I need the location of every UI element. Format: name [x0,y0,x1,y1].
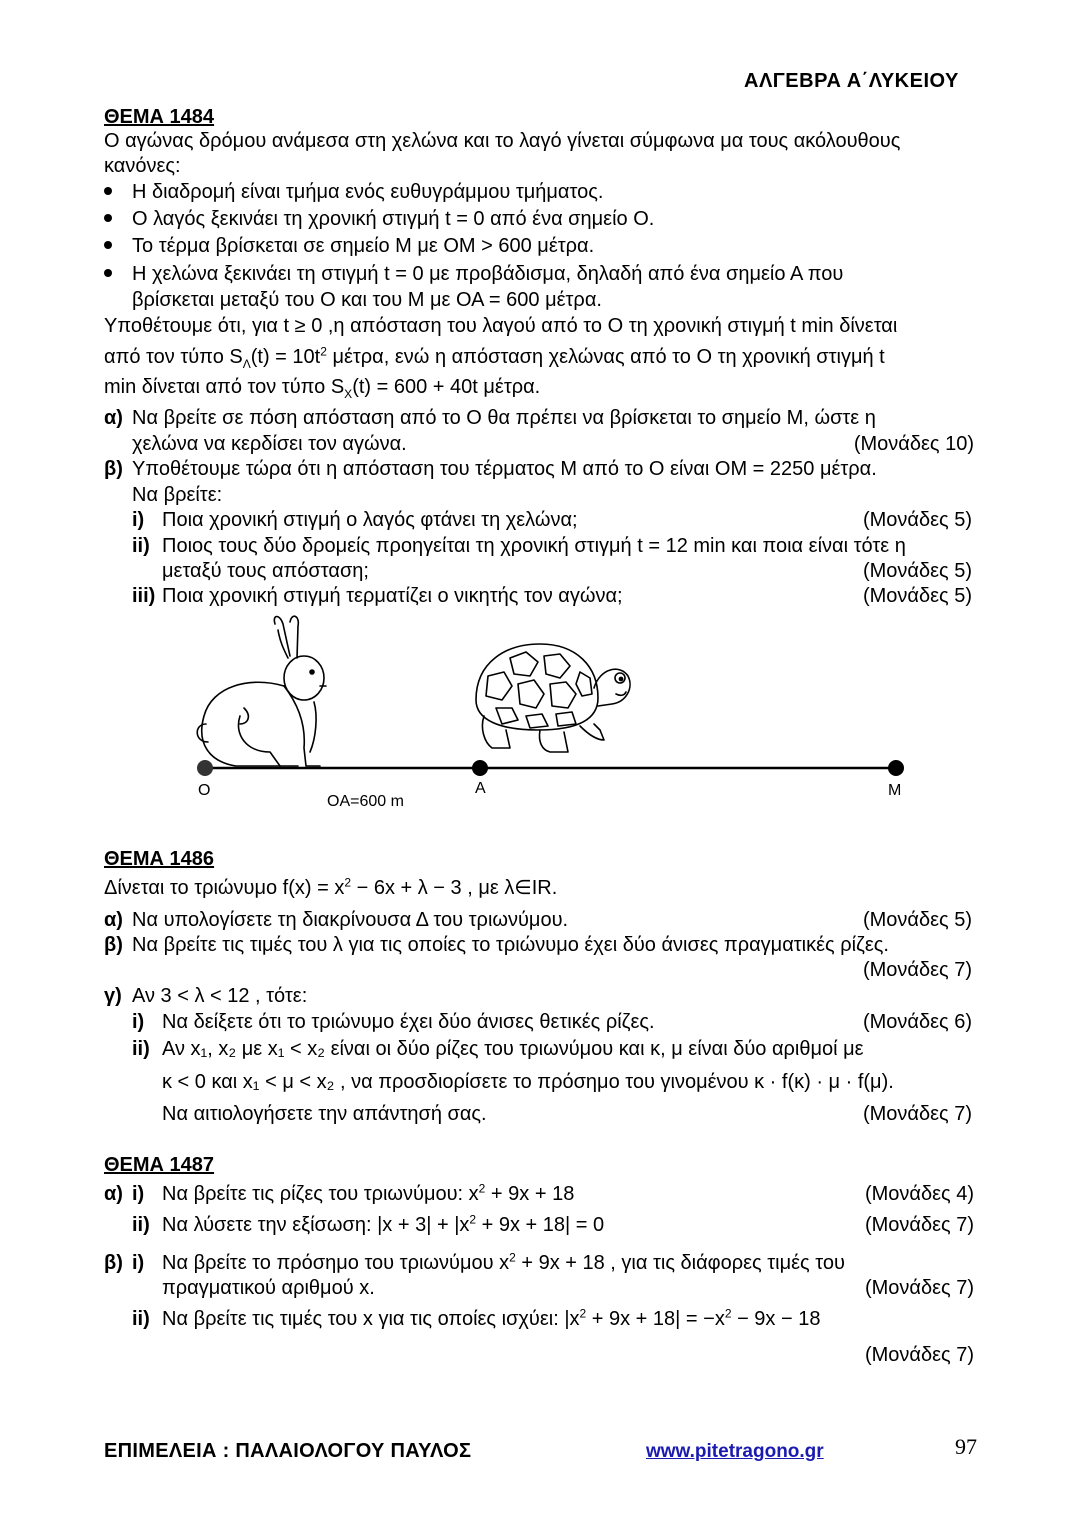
point-a [472,760,488,776]
race-figure [180,612,920,840]
question-b-i-text-line2: πραγματικού αριθμού x. [162,1277,375,1299]
point-m [888,760,904,776]
question-b-label: β) [104,1252,123,1274]
question-g-ii-text-line2: κ < 0 και x₁ < μ < x₂ , να προσδιορίσετε το πρόσημο του γινομένου κ · f(κ) · μ · f(μ). [162,1071,894,1093]
question-a-ii-label: ii) [132,1214,150,1236]
theme-1484-paragraph-line3: min δίνεται από τον τύπο $S_X(t) = 600 + 40t$ μέτρα. [104,376,541,401]
segment-oa-length-label: OA=600 m [327,793,404,810]
question-a-i-marks: (Μονάδες 4) [864,1183,974,1205]
question-b-ii-text-line1: Ποιος τους δύο δρομείς προηγείται τη χρονική στιγμή t = 12 min και ποια είναι τότε η [162,535,906,557]
question-g-i-marks: (Μονάδες 6) [862,1011,972,1033]
theme-1486-title: ΘΕΜΑ 1486 [104,848,215,870]
theme-1484-bullet-3: Το τέρμα βρίσκεται σε σημείο Μ με ΟΜ > 600 μέτρα. [132,235,595,257]
question-b-i-marks: (Μονάδες 5) [862,509,972,531]
question-a-text: Να υπολογίσετε τη διακρίνουσα Δ του τριωνύμου. [132,909,569,931]
question-b-i-text: Ποια χρονική στιγμή ο λαγός φτάνει τη χελώνα; [162,509,578,531]
question-g-ii-marks: (Μονάδες 7) [862,1103,972,1125]
question-g-label: γ) [104,985,122,1007]
theme-1484-bullet-4-line2: βρίσκεται μεταξύ του Ο και του Μ με ΟΑ = 600 μέτρα. [132,289,602,311]
question-b-i-marks: (Μονάδες 7) [864,1277,974,1299]
question-g-text: Αν 3 < λ < 12 , τότε: [132,985,308,1007]
question-a-ii-text: Να λύσετε την εξίσωση: $|x + 3| + |x^2 + 9x + 18| = 0$ [162,1212,605,1236]
question-a-label: α) [104,1183,123,1205]
question-a-i-text: Να βρείτε τις ρίζες του τριωνύμου: $x^2 + 9x + 18$ [162,1181,575,1205]
point-o [197,760,213,776]
question-b-label: β) [104,458,123,480]
question-b-iii-text: Ποια χρονική στιγμή τερματίζει ο νικητής τον αγώνα; [162,585,623,607]
footer-website-link[interactable]: www.pitetragono.gr [646,1441,824,1462]
theme-1487-title: ΘΕΜΑ 1487 [104,1154,215,1176]
question-a-i-label: i) [132,1183,145,1205]
question-b-i-text-line1: Να βρείτε το πρόσημο του τριωνύμου $x^2 + 9x + 18$ , για τις διάφορες τιμές του [162,1250,845,1274]
theme-1484-intro-line2: κανόνες: [104,155,181,177]
question-b-iii-label: iii) [132,585,156,607]
theme-1484-title: ΘΕΜΑ 1484 [104,106,215,128]
theme-1484-bullet-2: Ο λαγός ξεκινάει τη χρονική στιγμή t = 0 από ένα σημείο Ο. [132,208,655,230]
question-b-marks: (Μονάδες 7) [862,959,972,981]
question-b-ii-marks: (Μονάδες 7) [864,1344,974,1366]
question-g-i-label: i) [132,1011,145,1033]
theme-1484-bullet-4-line1: Η χελώνα ξεκινάει τη στιγμή t = 0 με προβάδισμα, δηλαδή από ένα σημείο Α που [132,263,844,285]
theme-1484-bullet-1: Η διαδρομή είναι τμήμα ενός ευθυγράμμου τμήματος. [132,181,604,203]
point-a-label: A [475,780,486,797]
question-b-iii-marks: (Μονάδες 5) [862,585,972,607]
question-b-ii-label: ii) [132,1308,150,1330]
question-b-ii-text: Να βρείτε τις τιμές του x για τις οποίες ισχύει: $|x^2 + 9x + 18| = -x^2 - 9x - 18$ [162,1306,821,1330]
question-b-i-label: i) [132,509,145,531]
question-a-label: α) [104,407,123,429]
footer-author: ΕΠΙΜΕΛΕΙΑ : ΠΑΛΑΙΟΛΟΓΟΥ ΠΑΥΛΟΣ [104,1440,472,1462]
theme-1484-intro-line1: Ο αγώνας δρόμου ανάμεσα στη χελώνα και το λαγό γίνεται σύμφωνα μα τους ακόλουθους [104,130,901,152]
question-a-ii-marks: (Μονάδες 7) [864,1214,974,1236]
theme-1484-paragraph-line1: Υποθέτουμε ότι, για t ≥ 0 ,η απόσταση του λαγού από το Ο τη χρονική στιγμή t min δίνεται [104,315,898,337]
page-header-title: ΑΛΓΕΒΡΑ Α΄ΛΥΚΕΙΟΥ [744,70,959,92]
question-a-text-line2: χελώνα να κερδίσει τον αγώνα. [132,433,407,455]
question-g-ii-text-line1: Αν x₁, x₂ με x₁ < x₂ είναι οι δύο ρίζες του τριωνύμου και κ, μ είναι δύο αριθμοί με [162,1038,864,1060]
question-a-text-line1: Να βρείτε σε πόση απόσταση από το Ο θα πρέπει να βρίσκεται το σημείο Μ, ώστε η [132,407,876,429]
theme-1484-paragraph-line2: από τον τύπο $S_\Lambda(t) = 10t^2$ μέτρα, ενώ η απόσταση χελώνας από το Ο τη χρονική στιγμή t [104,344,885,371]
question-g-ii-label: ii) [132,1038,150,1060]
bullet-dot [104,241,112,249]
question-b-text-line2: Να βρείτε: [132,484,223,506]
question-b-text-line1: Υποθέτουμε τώρα ότι η απόσταση του τέρματος Μ από το Ο είναι ΟΜ = 2250 μέτρα. [132,458,877,480]
question-g-i-text: Να δείξετε ότι το τριώνυμο έχει δύο άνισες θετικές ρίζες. [162,1011,655,1033]
bullet-dot [104,214,112,222]
question-a-label: α) [104,909,123,931]
question-b-i-label: i) [132,1252,145,1274]
tortoise-illustration [476,644,630,752]
point-o-label: O [198,782,211,799]
bullet-dot [104,187,112,195]
question-b-label: β) [104,934,123,956]
point-m-label: M [888,782,902,799]
question-b-ii-label: ii) [132,535,150,557]
question-b-text: Να βρείτε τις τιμές του λ για τις οποίες το τριώνυμο έχει δύο άνισες πραγματικές ρίζες. [132,934,889,956]
rabbit-illustration [197,616,326,766]
page-number: 97 [955,1434,977,1459]
question-a-marks: (Μονάδες 5) [862,909,972,931]
question-b-ii-text-line2: μεταξύ τους απόσταση; [162,560,369,582]
question-a-marks: (Μονάδες 10) [853,433,974,455]
bullet-dot [104,269,112,277]
question-b-ii-marks: (Μονάδες 5) [862,560,972,582]
question-g-ii-text-line3: Να αιτιολογήσετε την απάντησή σας. [162,1103,487,1125]
theme-1486-intro: Δίνεται το τριώνυμο $f(x) = x^2 - 6x + \lambda - 3$ , με λ∈IR. [104,875,558,899]
